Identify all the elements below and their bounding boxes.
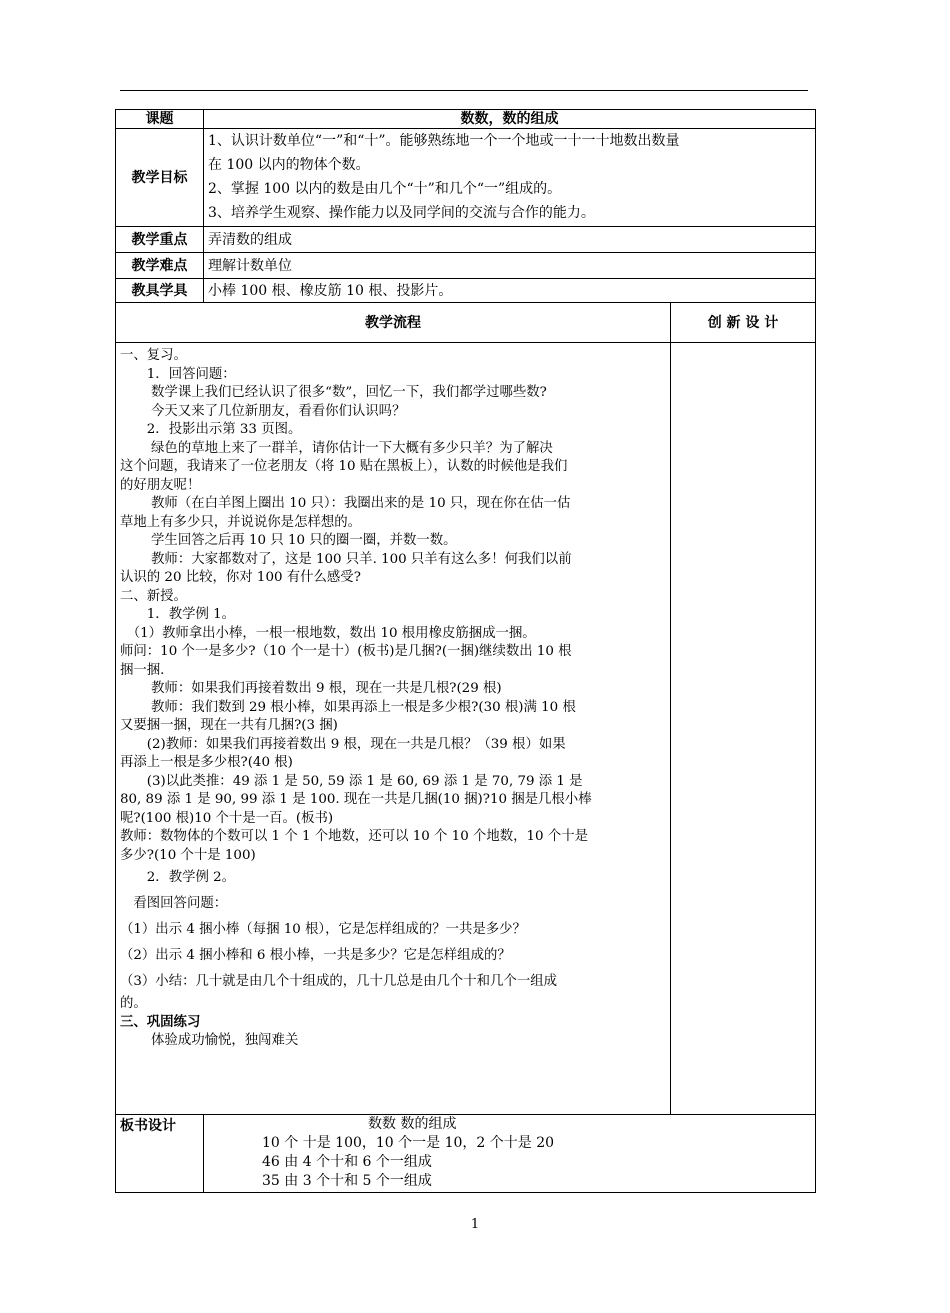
header-rule (120, 90, 808, 91)
flow-line: 多少?(10 个十是 100) (120, 847, 256, 863)
flow-line: 再添上一根是多少根?(40 根) (120, 755, 293, 770)
goals-label: 教学目标 (116, 129, 204, 227)
board-label: 板书设计 (116, 1115, 204, 1193)
flow-line: 80, 89 添 1 是 90, 99 添 1 是 100. 现在一共是几捆(10 捆)?10 捆是几根小棒 (120, 792, 592, 807)
board-line: 10 个 十是 100，10 个一是 10，2 个十是 20 (262, 1135, 555, 1151)
flow-line: （1）出示 4 捆小棒（每捆 10 根），它是怎样组成的？一共是多少？ (120, 922, 526, 937)
flow-line: 1．回答问题： (120, 366, 236, 382)
design-header: 创 新 设 计 (671, 303, 816, 343)
page-number: 1 (470, 1217, 480, 1232)
flow-line: 的。 (120, 996, 147, 1011)
flow-line: 2．投影出示第 33 页图。 (120, 422, 302, 437)
flow-line: 师问：10 个一是多少?（10 个一是十）(板书)是几捆?(一捆)继续数出 10 根 (120, 644, 572, 659)
flow-line: 这个问题，我请来了一位老朋友（将 10 贴在黑板上），认数的时候他是我们 (120, 459, 568, 474)
flow-line: 认识的 20 比较，你对 100 有什么感受? (120, 570, 361, 585)
flow-line: 的好朋友呢！ (120, 477, 201, 493)
flow-line: 草地上有多少只，并说说你是怎样想的。 (120, 514, 362, 530)
flow-line: 看图回答问题： (120, 896, 228, 911)
topic-value: 数数，数的组成 (204, 110, 816, 129)
key-label: 教学重点 (116, 227, 204, 253)
board-title: 数数 数的组成 (368, 1116, 457, 1132)
flow-line: 学生回答之后再 10 只 10 只的圈一圈，并数一数。 (120, 533, 457, 548)
flow-line: （1）教师拿出小棒，一根一根地数，数出 10 根用橡皮筋捆成一捆。 (120, 625, 536, 641)
flow-line: 一、复习。 (120, 348, 187, 363)
flow-line: 教师（在白羊图上圈出 10 只）：我圈出来的是 10 只，现在你在估一估 (120, 496, 571, 511)
flow-line: （3）小结：几十就是由几个十组成的，几十几总是由几个十和几个一组成 (120, 974, 558, 989)
goal-line: 2、掌握 100 以内的数是由几个“十”和几个“一”组成的。 (208, 181, 562, 197)
tools-value: 小棒 100 根、橡皮筋 10 根、投影片。 (204, 279, 816, 303)
board-line: 46 由 4 个十和 6 个一组成 (262, 1154, 432, 1170)
flow-line: 体验成功愉悦，独闯难关 (120, 1033, 299, 1048)
goal-line: 在 100 以内的物体个数。 (208, 157, 370, 173)
flow-line: 1．教学例 1。 (120, 607, 236, 622)
difficulty-value: 理解计数单位 (204, 253, 816, 279)
board-content (204, 1115, 816, 1193)
flow-line: （2）出示 4 捆小棒和 6 根小棒，一共是多少？它是怎样组成的？ (120, 948, 511, 963)
tools-label: 教具学具 (116, 279, 204, 303)
flow-line: 教师：我们数到 29 根小棒，如果再添上一根是多少根?(30 根)满 10 根 (120, 699, 576, 715)
flow-line: 数学课上我们已经认识了很多“数”，回忆一下，我们都学过哪些数? (120, 385, 547, 400)
flow-line: 2．教学例 2。 (120, 870, 236, 885)
lesson-plan-table (115, 109, 816, 1193)
flow-line: 教师：大家都数对了，这是 100 只羊. 100 只羊有这么多！何我们以前 (120, 551, 572, 567)
flow-line: 三、巩固练习 (120, 1014, 201, 1030)
design-notes-cell (671, 343, 816, 1115)
flow-line: 教师：数物体的个数可以 1 个 1 个地数，还可以 10 个 10 个地数，10 个十是 (120, 829, 589, 844)
flow-header: 教学流程 (116, 303, 671, 343)
flow-line: (2)教师：如果我们再接着数出 9 根，现在一共是几根？（39 根）如果 (120, 736, 566, 752)
difficulty-label: 教学难点 (116, 253, 204, 279)
flow-line: 绿色的草地上来了一群羊，请你估计一下大概有多少只羊？为了解决 (120, 440, 553, 456)
board-line: 35 由 3 个十和 5 个一组成 (262, 1173, 432, 1189)
flow-line: 今天又来了几位新朋友，看看你们认识吗？ (120, 403, 406, 419)
goals-cell (204, 129, 816, 227)
flow-line: (3)以此类推：49 添 1 是 50, 59 添 1 是 60, 69 添 1 是 70, 79 添 1 是 (120, 773, 583, 789)
goal-line: 1、认识计数单位“一”和“十”。能够熟练地一个一个地或一十一十地数出数量 (208, 133, 680, 149)
flow-content (116, 343, 671, 1115)
topic-label: 课题 (116, 110, 204, 129)
key-value: 弄清数的组成 (204, 227, 816, 253)
flow-line: 教师：如果我们再接着数出 9 根，现在一共是几根?(29 根) (120, 681, 502, 696)
flow-line: 又要捆一捆，现在一共有几捆?(3 捆) (120, 718, 338, 733)
flow-line: 二、新授。 (120, 588, 187, 604)
flow-line: 呢?(100 根)10 个十是一百。(板书) (120, 810, 334, 826)
flow-line: 捆一捆. (120, 662, 165, 678)
goal-line: 3、培养学生观察、操作能力以及同学间的交流与合作的能力。 (208, 205, 595, 221)
